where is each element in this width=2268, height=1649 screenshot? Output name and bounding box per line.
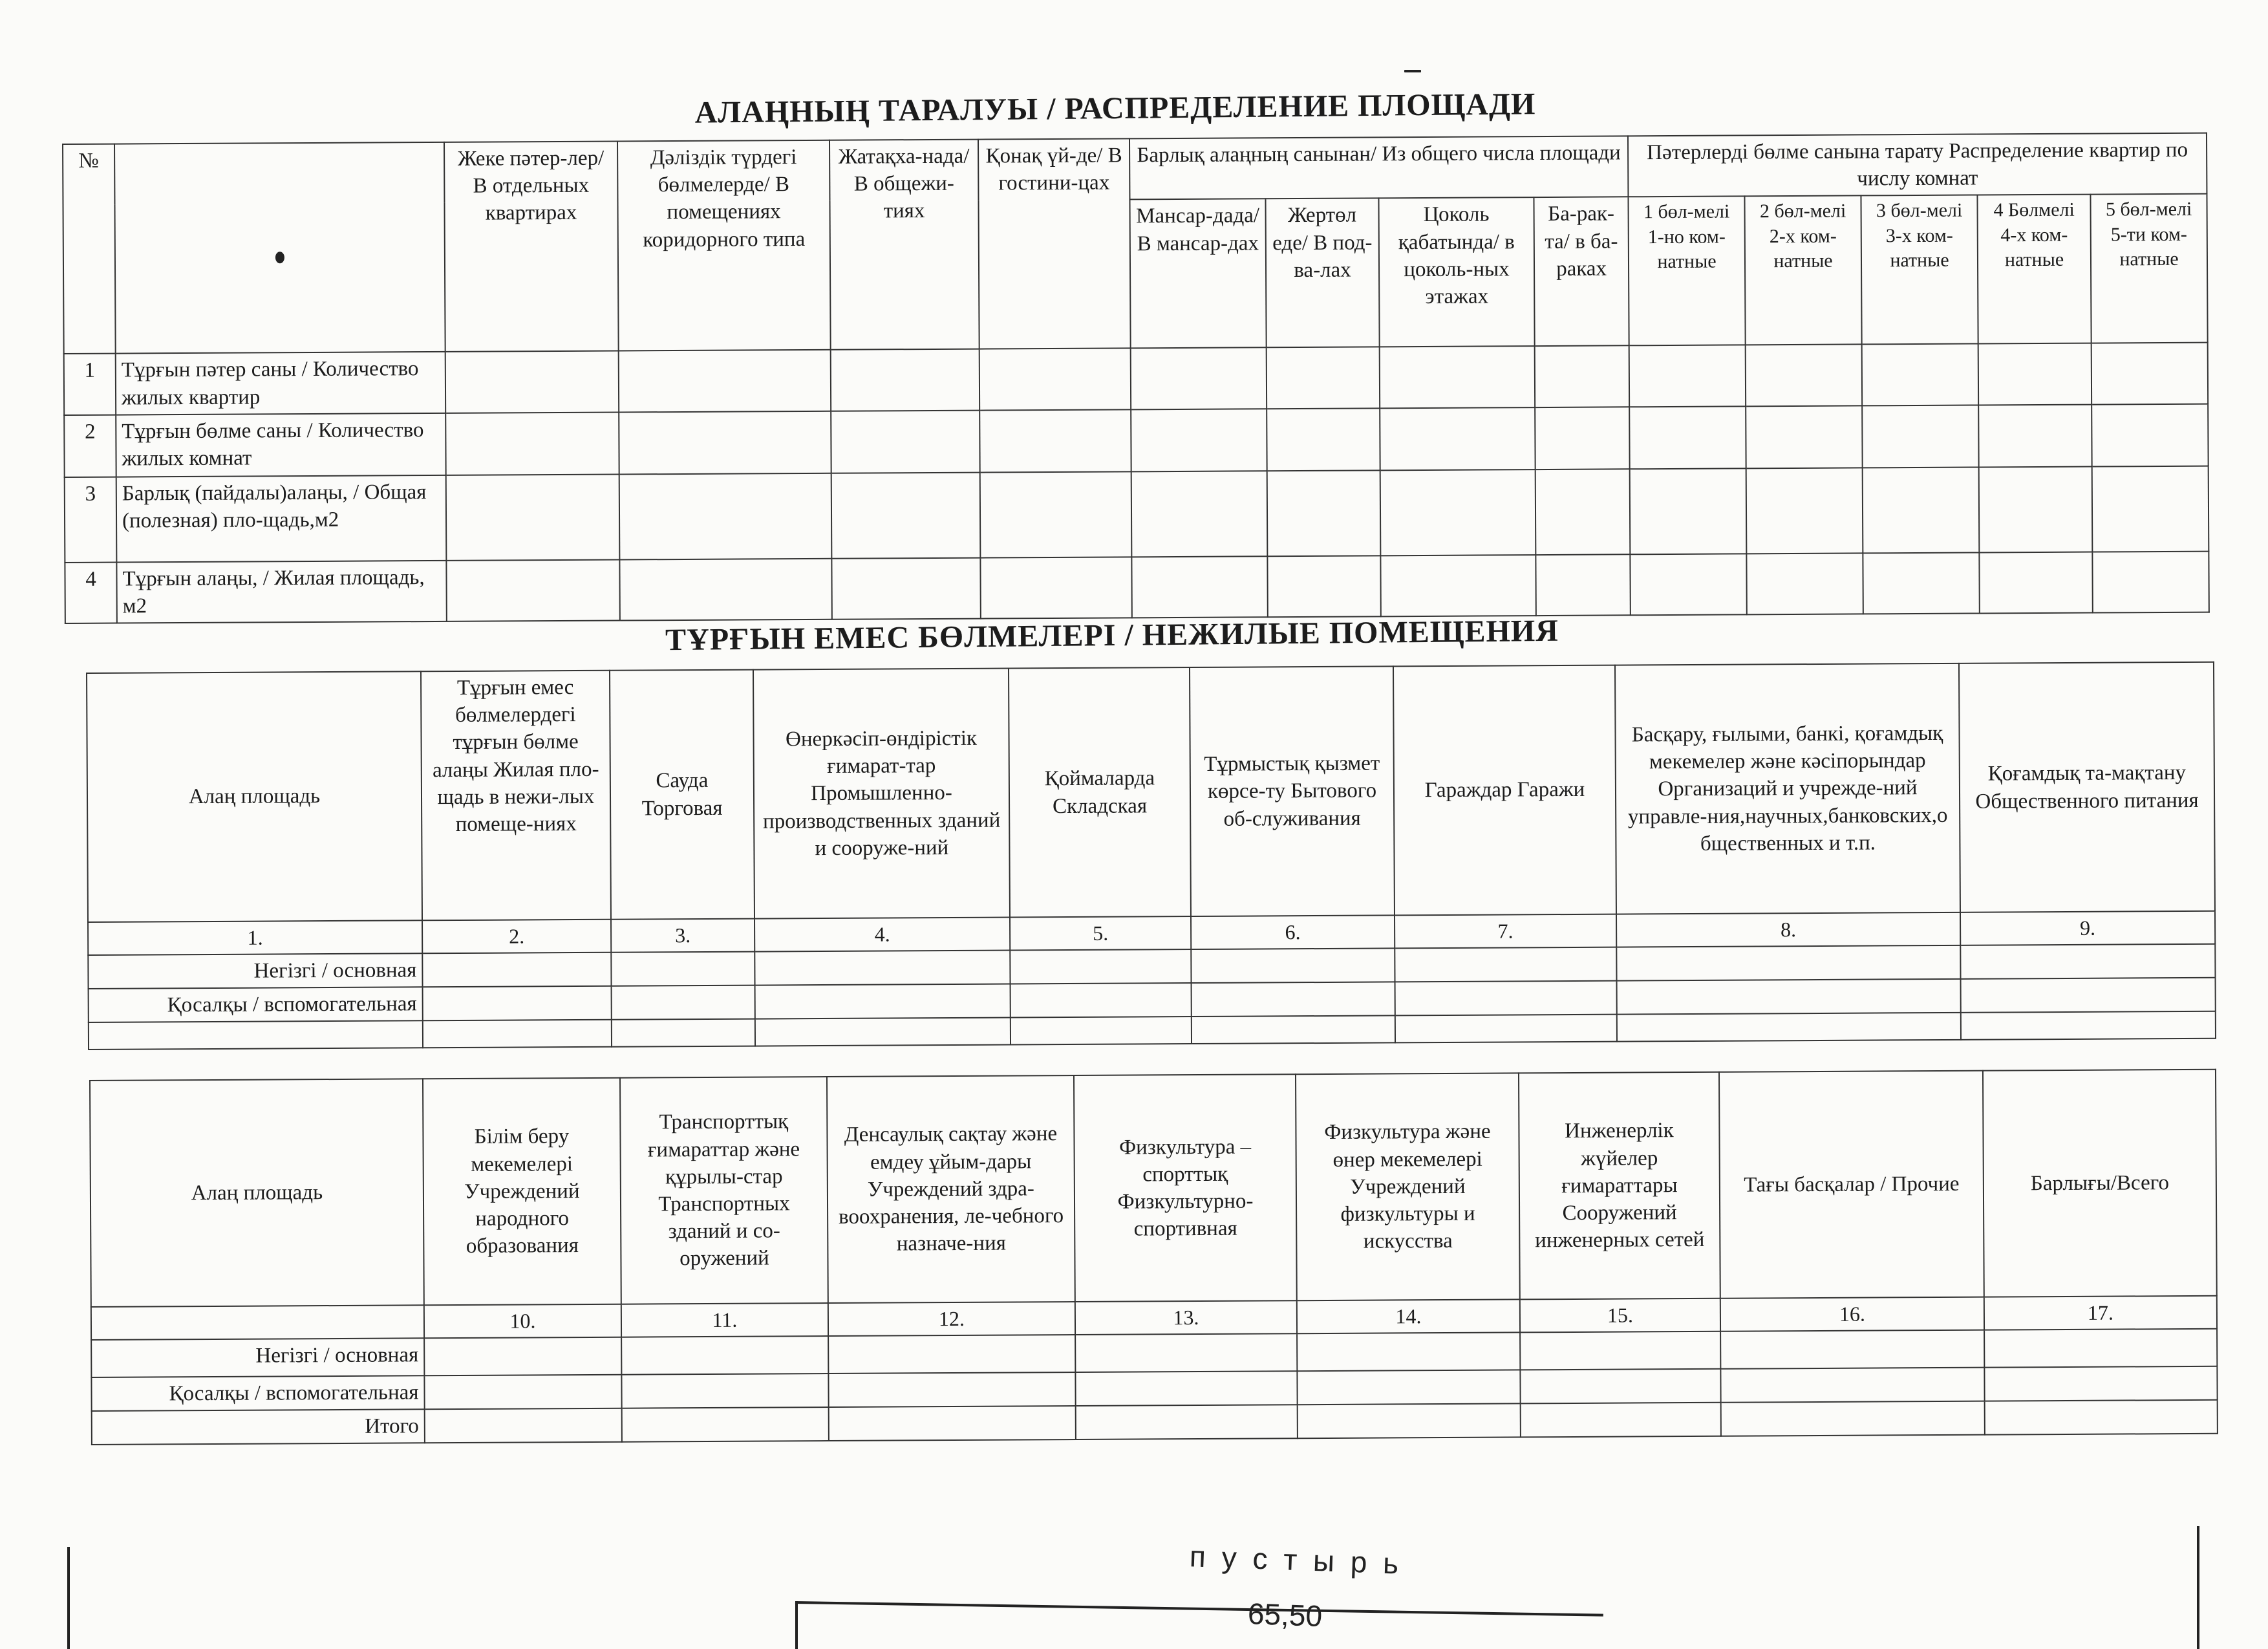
col-residential-in-nonresidential: Тұрғын емес бөлмелердегі тұрғын бөлме алаңы Жилая пло-щадь в нежи-лых помеще-ниях xyxy=(421,671,611,921)
column-number: 3. xyxy=(611,919,754,953)
section2-title: ТҰРҒЫН ЕМЕС БӨЛМЕЛЕРІ / НЕЖИЛЫЕ ПОМЕЩЕНИЯ xyxy=(665,613,1559,658)
note-box-left xyxy=(795,1601,798,1649)
column-number: 9. xyxy=(1960,911,2215,945)
column-number: 7. xyxy=(1395,914,1616,949)
column-number: 5. xyxy=(1010,916,1191,950)
column-number: 12. xyxy=(828,1302,1075,1336)
col-plinth: Цоколь қабатында/ в цоколь-ных этажах xyxy=(1378,198,1534,347)
note-word: п у с т ы р ь xyxy=(1189,1539,1404,1580)
col-basement: Жертөл еде/ В под-ва-лах xyxy=(1265,199,1379,348)
col-rooms-2: 2 бөл-мелі 2-х ком-натные xyxy=(1745,196,1862,345)
col-rooms-3: 3 бөл-мелі 3-х ком-натные xyxy=(1861,195,1978,345)
col-engineering: Инженерлік жүйелер ғимараттары Сооружений инженерных сетей xyxy=(1519,1072,1720,1300)
col-healthcare: Денсаулық сақтау және емдеу ұйым-дары Учреждений здра-воохранения, ле-чебного назначе-ния xyxy=(827,1075,1075,1303)
right-border-line xyxy=(2197,1526,2199,1649)
table-row xyxy=(65,552,2209,624)
row-label: Тұрғын алаңы, / Жилая площадь, м2 xyxy=(116,561,446,623)
ink-speck xyxy=(275,252,284,263)
left-border-line xyxy=(67,1547,70,1649)
note-value: 65,50 xyxy=(1247,1597,1323,1633)
col-group-by-rooms: Пәтерлерді бөлме санына тарату Распределение квартир по числу комнат xyxy=(1628,133,2207,197)
table-row xyxy=(64,404,2209,477)
column-number: 1. xyxy=(88,920,422,955)
column-number: 13. xyxy=(1075,1300,1297,1335)
col-garages: Гараждар Гаражи xyxy=(1393,665,1616,916)
row-label: Тұрғын бөлме саны / Количество жилых комнат xyxy=(116,413,445,477)
col-dormitories: Жатақха-нада/ В общежи-тиях xyxy=(829,140,979,350)
note-box-top xyxy=(795,1601,1603,1617)
col-warehouse: Қоймаларда Складская xyxy=(1009,667,1191,917)
nonresidential-table-continued xyxy=(89,1069,2218,1446)
nonresidential-table xyxy=(86,662,2216,1051)
row-label: Итого xyxy=(92,1409,425,1445)
column-number: 8. xyxy=(1616,912,1960,947)
col-area: Алаң площадь xyxy=(90,1079,424,1307)
section1-title: АЛАҢНЫҢ ТАРАЛУЫ / РАСПРЕДЕЛЕНИЕ ПЛОЩАДИ xyxy=(694,87,1536,130)
col-label-header xyxy=(114,142,445,354)
row-number: 3 xyxy=(65,477,117,563)
row-label: Барлық (пайдалы)алаңы, / Общая (полезная) пло-щадь,м2 xyxy=(116,475,447,563)
col-administrative: Басқару, ғылыми, банкі, қоғамдық мекемелер және кәсіпорындар Организаций и учрежде-ний управле-ния,научных,банковских,о бщественных и т.п. xyxy=(1615,663,1960,914)
column-number: 2. xyxy=(422,920,611,953)
column-number: 10. xyxy=(424,1304,621,1339)
col-culture: Физкультура және өнер мекемелері Учреждений физкультуры и искусства xyxy=(1296,1073,1520,1300)
scan-mark xyxy=(1404,70,1421,72)
col-consumer-services: Тұрмыстық қызмет көрсе-ту Бытового об-служивания xyxy=(1190,666,1395,916)
column-number: 15. xyxy=(1520,1299,1720,1333)
column-number: 14. xyxy=(1297,1299,1520,1333)
col-corridor-type: Дәліздік түрдегі бөлмелерде/ В помещениях коридорного типа xyxy=(617,140,831,351)
col-rooms-4: 4 Бөлмелі 4-х ком-натные xyxy=(1978,195,2091,344)
table-row xyxy=(64,343,2208,415)
col-separate-apartments: Жеке пәтер-лер/ В отдельных квартирах xyxy=(444,142,619,352)
column-number: 6. xyxy=(1191,915,1395,949)
row-label: Негізгі / основная xyxy=(88,953,422,989)
column-number: 17. xyxy=(1984,1296,2217,1330)
col-hotels: Қонақ үй-де/ В гостини-цах xyxy=(978,138,1131,349)
col-education: Білім беру мекемелері Учреждений народного образования xyxy=(423,1078,621,1306)
column-number: 11. xyxy=(621,1303,828,1337)
col-industrial: Өнеркәсіп-өндірістік ғимарат-тар Промышленно-производственных зданий и сооруже-ний xyxy=(753,669,1010,919)
col-group-of-total: Барлық алаңның санынан/ Из общего числа площади xyxy=(1129,136,1629,200)
table-row xyxy=(65,466,2209,563)
col-transport: Транспорттық ғимараттар және құрылы-стар Транспортных зданий и со-оружений xyxy=(620,1077,828,1304)
col-barracks: Ба-рак-та/ в ба-раках xyxy=(1534,197,1629,347)
col-trade: Сауда Торговая xyxy=(610,670,754,920)
col-attic: Мансар-дада/ В мансар-дах xyxy=(1129,199,1266,349)
col-other: Тағы басқалар / Прочие xyxy=(1719,1071,1984,1299)
row-number: 2 xyxy=(64,415,116,477)
row-label: Қосалқы / вспомогательная xyxy=(89,987,423,1022)
col-sports: Физкультура – спорттық Физкультурно-спортивная xyxy=(1074,1074,1297,1302)
row-number: 4 xyxy=(65,563,116,624)
row-label: Тұрғын пәтер саны / Количество жилых квартир xyxy=(116,352,445,415)
col-total: Барлығы/Всего xyxy=(1983,1070,2217,1297)
row-number: 1 xyxy=(64,354,116,415)
row-label: Негізгі / основная xyxy=(91,1338,424,1377)
area-distribution-table xyxy=(62,133,2210,625)
col-catering: Қоғамдық та-мақтану Общественного питания xyxy=(1959,662,2215,912)
row-label: Қосалқы / вспомогательная xyxy=(91,1375,424,1411)
col-number-header: № xyxy=(63,144,116,354)
column-number: 16. xyxy=(1720,1297,1984,1331)
column-number: 4. xyxy=(754,918,1010,952)
col-rooms-5: 5 бөл-мелі 5-ти ком-натные xyxy=(2091,194,2208,343)
col-area: Алаң площадь xyxy=(87,671,422,922)
col-rooms-1: 1 бөл-мелі 1-но ком-натные xyxy=(1629,197,1746,346)
